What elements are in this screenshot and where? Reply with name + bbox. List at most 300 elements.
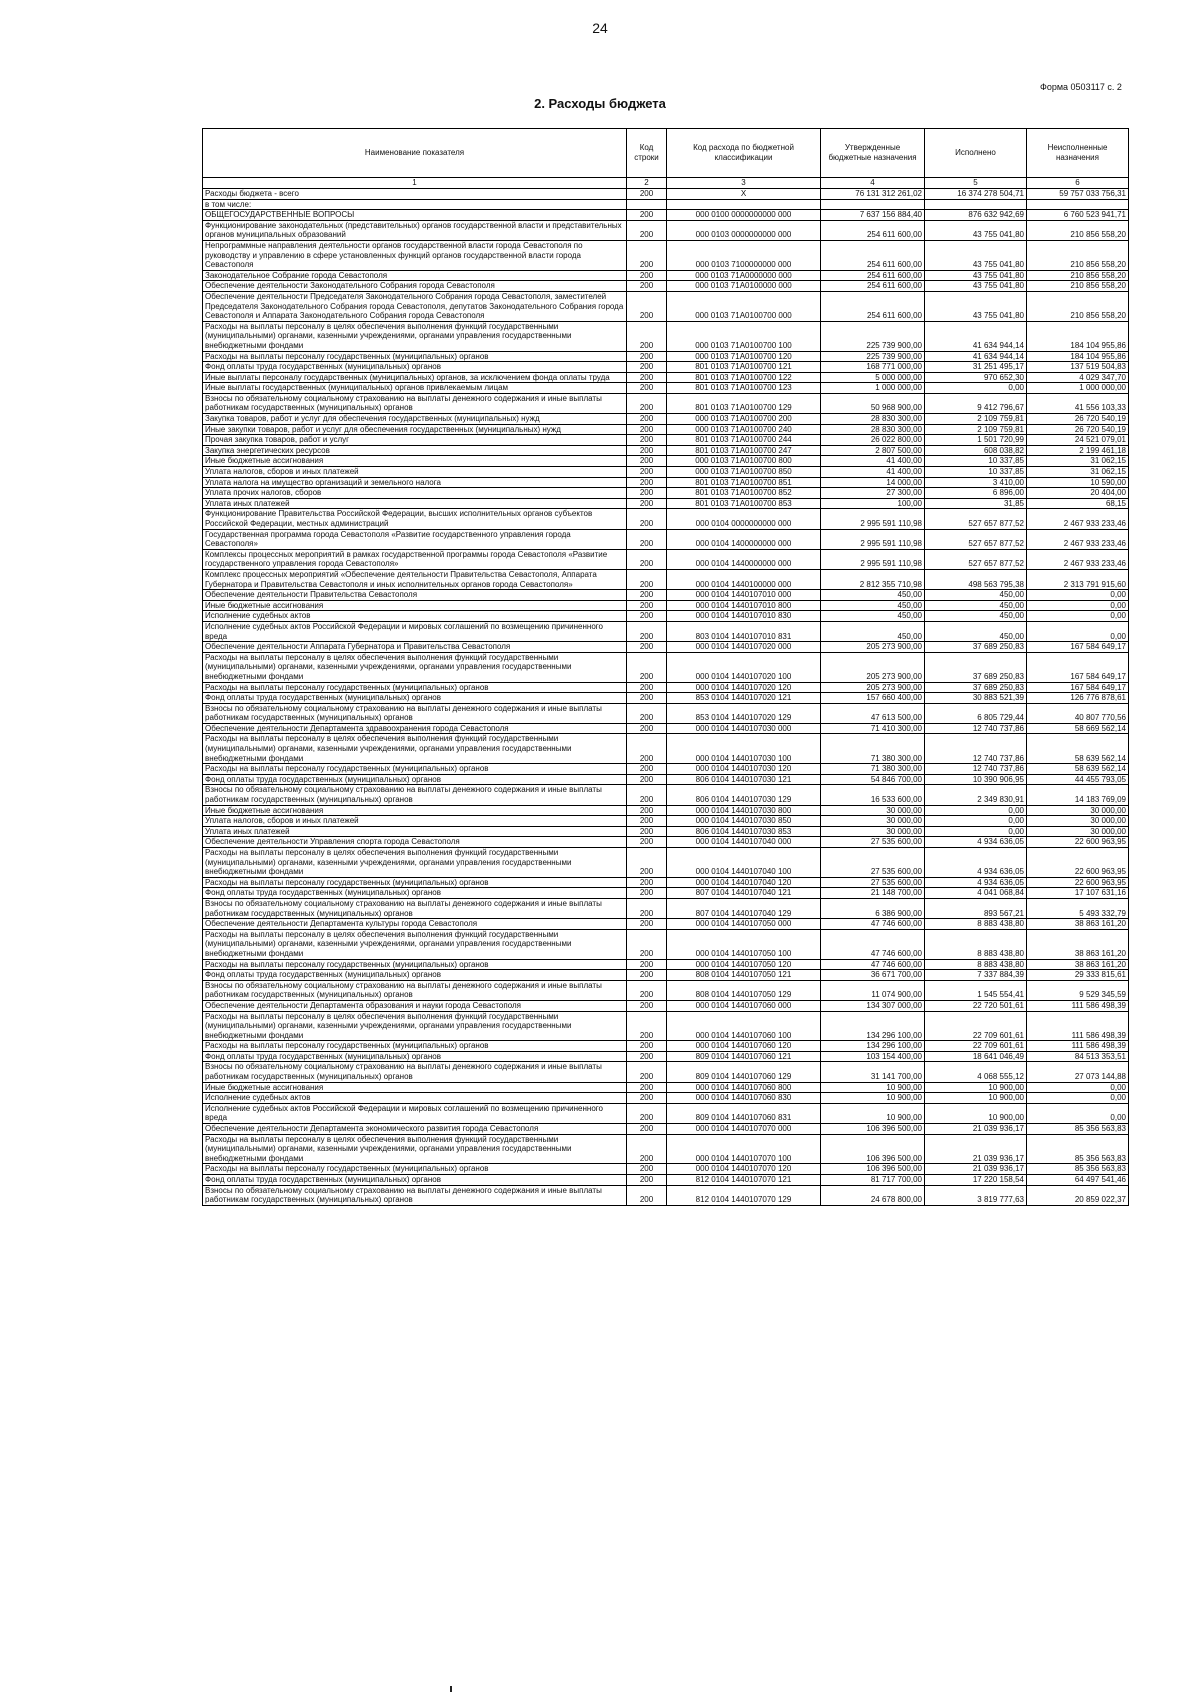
cell-line-code: 200 bbox=[627, 877, 667, 888]
cell-line-code: 200 bbox=[627, 456, 667, 467]
cell-name: Расходы бюджета - всего bbox=[203, 189, 627, 200]
table-row bbox=[203, 600, 1129, 611]
cell-line-code: 200 bbox=[627, 919, 667, 930]
cell-executed: 22 709 601,61 bbox=[925, 1011, 1027, 1041]
cell-budget-code: 803 0104 1440107010 831 bbox=[667, 621, 821, 641]
cell-unexecuted: 0,00 bbox=[1027, 600, 1129, 611]
cell-name: Обеспечение деятельности Председателя Законодательного Собрания города Севастополя, заместителей Председателя Законодательного Собрания города Севастополя, депутатов Законодательного Собрания города Севастополя и Аппарата Законодательного Собрания города Севастополя bbox=[203, 291, 627, 321]
table-row bbox=[203, 723, 1129, 734]
table-row bbox=[203, 734, 1129, 764]
table-row bbox=[203, 456, 1129, 467]
cell-approved: 157 660 400,00 bbox=[821, 693, 925, 704]
cell-executed: 970 652,30 bbox=[925, 372, 1027, 383]
table-row bbox=[203, 1175, 1129, 1186]
table-row bbox=[203, 898, 1129, 918]
table-row bbox=[203, 1011, 1129, 1041]
header-code: Код строки bbox=[627, 129, 667, 178]
cell-unexecuted: 0,00 bbox=[1027, 590, 1129, 601]
cell-line-code: 200 bbox=[627, 351, 667, 362]
cell-budget-code: 801 0103 71А0100700 851 bbox=[667, 477, 821, 488]
cell-executed: 4 068 555,12 bbox=[925, 1062, 1027, 1082]
cell-line-code: 200 bbox=[627, 1134, 667, 1164]
column-number: 4 bbox=[821, 178, 925, 189]
cell-budget-code: 000 0104 1440107060 000 bbox=[667, 1000, 821, 1011]
cell-approved: 205 273 900,00 bbox=[821, 642, 925, 653]
cell-line-code: 200 bbox=[627, 848, 667, 878]
cell-unexecuted: 30 000,00 bbox=[1027, 805, 1129, 816]
cell-executed: 12 740 737,86 bbox=[925, 734, 1027, 764]
table-row bbox=[203, 816, 1129, 827]
cell-unexecuted: 126 776 878,61 bbox=[1027, 693, 1129, 704]
cell-approved: 47 746 600,00 bbox=[821, 929, 925, 959]
cell-name: Обеспечение деятельности Аппарата Губернатора и Правительства Севастополя bbox=[203, 642, 627, 653]
cell-budget-code: 000 0104 1440107030 100 bbox=[667, 734, 821, 764]
cell-budget-code: 812 0104 1440107070 121 bbox=[667, 1175, 821, 1186]
cell-line-code: 200 bbox=[627, 383, 667, 394]
cell-executed: 498 563 795,38 bbox=[925, 569, 1027, 589]
cell-budget-code: 801 0103 71А0100700 247 bbox=[667, 445, 821, 456]
cell-approved: 47 746 600,00 bbox=[821, 959, 925, 970]
table-row bbox=[203, 621, 1129, 641]
table-row bbox=[203, 281, 1129, 292]
cell-line-code: 200 bbox=[627, 270, 667, 281]
cell-line-code: 200 bbox=[627, 600, 667, 611]
cell-name: Иные выплаты государственных (муниципальных) органов привлекаемым лицам bbox=[203, 383, 627, 394]
cell-approved: 225 739 900,00 bbox=[821, 351, 925, 362]
table-row bbox=[203, 445, 1129, 456]
cell-unexecuted: 44 455 793,05 bbox=[1027, 774, 1129, 785]
table-row bbox=[203, 189, 1129, 200]
cell-approved: 16 533 600,00 bbox=[821, 785, 925, 805]
cell-executed: 12 740 737,86 bbox=[925, 764, 1027, 775]
cell-line-code: 200 bbox=[627, 837, 667, 848]
cell-approved: 450,00 bbox=[821, 590, 925, 601]
cell-unexecuted: 58 669 562,14 bbox=[1027, 723, 1129, 734]
cell-name: Исполнение судебных актов bbox=[203, 611, 627, 622]
cell-approved: 254 611 600,00 bbox=[821, 281, 925, 292]
table-row bbox=[203, 321, 1129, 351]
cell-approved: 205 273 900,00 bbox=[821, 682, 925, 693]
cell-name: Фонд оплаты труда государственных (муниципальных) органов bbox=[203, 1051, 627, 1062]
column-number: 2 bbox=[627, 178, 667, 189]
cell-name: Взносы по обязательному социальному страхованию на выплаты денежного содержания и иные выплаты работникам государственных (муниципальных) органов bbox=[203, 1185, 627, 1205]
cell-approved: 21 148 700,00 bbox=[821, 888, 925, 899]
header-unexecuted: Неисполненные назначения bbox=[1027, 129, 1129, 178]
table-row bbox=[203, 1103, 1129, 1123]
cell-executed: 41 634 944,14 bbox=[925, 351, 1027, 362]
table-row bbox=[203, 1093, 1129, 1104]
cell-line-code: 200 bbox=[627, 1011, 667, 1041]
cell-name: Иные бюджетные ассигнования bbox=[203, 600, 627, 611]
cell-budget-code: 000 0104 1440107060 800 bbox=[667, 1082, 821, 1093]
cell-unexecuted: 0,00 bbox=[1027, 611, 1129, 622]
cell-unexecuted: 20 404,00 bbox=[1027, 488, 1129, 499]
cell-line-code: 200 bbox=[627, 529, 667, 549]
table-row bbox=[203, 611, 1129, 622]
cell-executed: 43 755 041,80 bbox=[925, 281, 1027, 292]
cell-unexecuted: 24 521 079,01 bbox=[1027, 435, 1129, 446]
cell-budget-code: 000 0103 71А0000000 000 bbox=[667, 270, 821, 281]
cell-unexecuted: 38 863 161,20 bbox=[1027, 959, 1129, 970]
scan-mark bbox=[450, 1686, 452, 1692]
table-row bbox=[203, 774, 1129, 785]
cell-approved: 100,00 bbox=[821, 498, 925, 509]
cell-unexecuted: 184 104 955,86 bbox=[1027, 321, 1129, 351]
cell-unexecuted: 30 000,00 bbox=[1027, 816, 1129, 827]
cell-executed: 9 412 796,67 bbox=[925, 393, 1027, 413]
cell-line-code: 200 bbox=[627, 569, 667, 589]
cell-executed: 4 934 636,05 bbox=[925, 877, 1027, 888]
table-row bbox=[203, 764, 1129, 775]
cell-approved: 28 830 300,00 bbox=[821, 424, 925, 435]
cell-name: Уплата налогов, сборов и иных платежей bbox=[203, 816, 627, 827]
table-row bbox=[203, 529, 1129, 549]
cell-line-code: 200 bbox=[627, 321, 667, 351]
cell-name: Обеспечение деятельности Департамента образования и науки города Севастополя bbox=[203, 1000, 627, 1011]
table-row bbox=[203, 877, 1129, 888]
cell-budget-code: 806 0104 1440107030 121 bbox=[667, 774, 821, 785]
cell-executed: 6 896,00 bbox=[925, 488, 1027, 499]
cell-line-code: 200 bbox=[627, 682, 667, 693]
cell-executed: 37 689 250,83 bbox=[925, 652, 1027, 682]
cell-executed: 4 934 636,05 bbox=[925, 848, 1027, 878]
cell-unexecuted: 22 600 963,95 bbox=[1027, 877, 1129, 888]
cell-unexecuted: 85 356 563,83 bbox=[1027, 1124, 1129, 1135]
cell-unexecuted: 38 863 161,20 bbox=[1027, 919, 1129, 930]
cell-executed: 18 641 046,49 bbox=[925, 1051, 1027, 1062]
cell-executed: 41 634 944,14 bbox=[925, 321, 1027, 351]
cell-budget-code: 801 0103 71А0100700 853 bbox=[667, 498, 821, 509]
cell-line-code: 200 bbox=[627, 723, 667, 734]
cell-executed: 450,00 bbox=[925, 611, 1027, 622]
cell-budget-code: 000 0103 71А0100700 850 bbox=[667, 467, 821, 478]
cell-unexecuted: 167 584 649,17 bbox=[1027, 652, 1129, 682]
cell-approved: 27 535 600,00 bbox=[821, 877, 925, 888]
cell-budget-code: 000 0104 1440107050 000 bbox=[667, 919, 821, 930]
cell-budget-code: 000 0104 1440107050 120 bbox=[667, 959, 821, 970]
cell-line-code: 200 bbox=[627, 372, 667, 383]
cell-budget-code: 801 0103 71А0100700 121 bbox=[667, 362, 821, 373]
cell-name: Расходы на выплаты персоналу в целях обеспечения выполнения функций государственными (муниципальными) органами, казенными учреждениями, органами управления государственными внебюджетными фондами bbox=[203, 1134, 627, 1164]
cell-line-code: 200 bbox=[627, 220, 667, 240]
column-number: 6 bbox=[1027, 178, 1129, 189]
cell-unexecuted: 26 720 540,19 bbox=[1027, 424, 1129, 435]
cell-budget-code: 000 0104 1440107060 120 bbox=[667, 1041, 821, 1052]
table-row bbox=[203, 1185, 1129, 1205]
cell-approved: 168 771 000,00 bbox=[821, 362, 925, 373]
cell-line-code: 200 bbox=[627, 393, 667, 413]
cell-executed: 450,00 bbox=[925, 590, 1027, 601]
cell-approved: 7 637 156 884,40 bbox=[821, 210, 925, 221]
cell-executed: 17 220 158,54 bbox=[925, 1175, 1027, 1186]
cell-budget-code: 000 0103 7100000000 000 bbox=[667, 240, 821, 270]
cell-executed: 12 740 737,86 bbox=[925, 723, 1027, 734]
table-row bbox=[203, 959, 1129, 970]
table-row bbox=[203, 488, 1129, 499]
cell-approved: 205 273 900,00 bbox=[821, 652, 925, 682]
header-approved: Утвержденные бюджетные назначения bbox=[821, 129, 925, 178]
cell-budget-code: 809 0104 1440107060 831 bbox=[667, 1103, 821, 1123]
cell-budget-code: 000 0104 1440107010 000 bbox=[667, 590, 821, 601]
cell-approved: 254 611 600,00 bbox=[821, 291, 925, 321]
table-row bbox=[203, 1062, 1129, 1082]
cell-name: ОБЩЕГОСУДАРСТВЕННЫЕ ВОПРОСЫ bbox=[203, 210, 627, 221]
cell-budget-code: 000 0104 1440107050 100 bbox=[667, 929, 821, 959]
cell-budget-code: 801 0103 71А0100700 244 bbox=[667, 435, 821, 446]
table-row bbox=[203, 291, 1129, 321]
cell-budget-code: 807 0104 1440107040 129 bbox=[667, 898, 821, 918]
cell-approved: 11 074 900,00 bbox=[821, 980, 925, 1000]
cell-name: Уплата налога на имущество организаций и земельного налога bbox=[203, 477, 627, 488]
cell-budget-code: 853 0104 1440107020 129 bbox=[667, 703, 821, 723]
cell-unexecuted: 17 107 631,16 bbox=[1027, 888, 1129, 899]
cell-approved: 36 671 700,00 bbox=[821, 970, 925, 981]
cell-executed: 893 567,21 bbox=[925, 898, 1027, 918]
cell-executed: 10 337,85 bbox=[925, 467, 1027, 478]
cell-executed: 450,00 bbox=[925, 600, 1027, 611]
cell-approved: 10 900,00 bbox=[821, 1103, 925, 1123]
cell-name: Иные закупки товаров, работ и услуг для обеспечения государственных (муниципальных) нужд bbox=[203, 424, 627, 435]
cell-budget-code: 000 0104 1440107040 100 bbox=[667, 848, 821, 878]
cell-name: в том числе: bbox=[203, 199, 627, 210]
cell-unexecuted: 38 863 161,20 bbox=[1027, 929, 1129, 959]
table-row bbox=[203, 509, 1129, 529]
cell-budget-code: 801 0103 71А0100700 852 bbox=[667, 488, 821, 499]
cell-budget-code: 812 0104 1440107070 129 bbox=[667, 1185, 821, 1205]
table-row bbox=[203, 435, 1129, 446]
cell-unexecuted: 111 586 498,39 bbox=[1027, 1000, 1129, 1011]
cell-unexecuted: 26 720 540,19 bbox=[1027, 414, 1129, 425]
cell-approved: 450,00 bbox=[821, 600, 925, 611]
cell-name: Функционирование законодательных (представительных) органов государственной власти и представительных органов муниципальных образований bbox=[203, 220, 627, 240]
cell-name: Расходы на выплаты персоналу в целях обеспечения выполнения функций государственными (муниципальными) органами, казенными учреждениями, органами управления государственными внебюджетными фондами bbox=[203, 321, 627, 351]
cell-unexecuted: 2 313 791 915,60 bbox=[1027, 569, 1129, 589]
cell-executed: 4 934 636,05 bbox=[925, 837, 1027, 848]
cell-name: Фонд оплаты труда государственных (муниципальных) органов bbox=[203, 693, 627, 704]
cell-unexecuted: 31 062,15 bbox=[1027, 467, 1129, 478]
cell-name: Расходы на выплаты персоналу государственных (муниципальных) органов bbox=[203, 764, 627, 775]
cell-unexecuted: 111 586 498,39 bbox=[1027, 1041, 1129, 1052]
cell-name: Фонд оплаты труда государственных (муниципальных) органов bbox=[203, 774, 627, 785]
cell-line-code: 200 bbox=[627, 424, 667, 435]
cell-approved: 24 678 800,00 bbox=[821, 1185, 925, 1205]
cell-budget-code: 000 0104 1440107020 000 bbox=[667, 642, 821, 653]
cell-name: Исполнение судебных актов bbox=[203, 1093, 627, 1104]
table-row bbox=[203, 210, 1129, 221]
table-row bbox=[203, 199, 1129, 210]
cell-budget-code: 000 0103 71А0100700 800 bbox=[667, 456, 821, 467]
table-row bbox=[203, 805, 1129, 816]
cell-executed: 10 900,00 bbox=[925, 1093, 1027, 1104]
cell-executed: 3 819 777,63 bbox=[925, 1185, 1027, 1205]
cell-executed: 43 755 041,80 bbox=[925, 270, 1027, 281]
cell-unexecuted: 85 356 563,83 bbox=[1027, 1164, 1129, 1175]
cell-line-code: 200 bbox=[627, 826, 667, 837]
cell-budget-code: 000 0103 71А0100700 240 bbox=[667, 424, 821, 435]
cell-unexecuted: 0,00 bbox=[1027, 1082, 1129, 1093]
table-row bbox=[203, 1000, 1129, 1011]
cell-line-code: 200 bbox=[627, 816, 667, 827]
cell-line-code: 200 bbox=[627, 1175, 667, 1186]
cell-executed: 8 883 438,80 bbox=[925, 959, 1027, 970]
cell-unexecuted: 40 807 770,56 bbox=[1027, 703, 1129, 723]
cell-unexecuted: 9 529 345,59 bbox=[1027, 980, 1129, 1000]
column-number: 5 bbox=[925, 178, 1027, 189]
cell-line-code: 200 bbox=[627, 621, 667, 641]
cell-unexecuted: 2 199 461,18 bbox=[1027, 445, 1129, 456]
expenses-table bbox=[202, 128, 1129, 1206]
cell-name: Исполнение судебных актов Российской Федерации и мировых соглашений по возмещению причиненного вреда bbox=[203, 1103, 627, 1123]
cell-executed: 22 709 601,61 bbox=[925, 1041, 1027, 1052]
cell-approved: 2 995 591 110,98 bbox=[821, 529, 925, 549]
cell-approved: 31 141 700,00 bbox=[821, 1062, 925, 1082]
table-row bbox=[203, 642, 1129, 653]
table-row bbox=[203, 372, 1129, 383]
cell-line-code: 200 bbox=[627, 693, 667, 704]
cell-unexecuted: 41 556 103,33 bbox=[1027, 393, 1129, 413]
cell-budget-code: 000 0104 1440107010 800 bbox=[667, 600, 821, 611]
cell-approved: 30 000,00 bbox=[821, 805, 925, 816]
cell-line-code: 200 bbox=[627, 509, 667, 529]
cell-budget-code: 806 0104 1440107030 129 bbox=[667, 785, 821, 805]
cell-line-code: 200 bbox=[627, 1041, 667, 1052]
cell-unexecuted: 29 333 815,61 bbox=[1027, 970, 1129, 981]
cell-name: Комплекс процессных мероприятий «Обеспечение деятельности Правительства Севастополя, Аппарата Губернатора и Правительства Севастополя и иных исполнительных органов города Севастополя» bbox=[203, 569, 627, 589]
cell-line-code: 200 bbox=[627, 898, 667, 918]
cell-budget-code: 809 0104 1440107060 121 bbox=[667, 1051, 821, 1062]
cell-line-code: 200 bbox=[627, 970, 667, 981]
table-row bbox=[203, 1124, 1129, 1135]
cell-budget-code: 000 0104 1440100000 000 bbox=[667, 569, 821, 589]
cell-unexecuted: 0,00 bbox=[1027, 621, 1129, 641]
cell-line-code: 200 bbox=[627, 734, 667, 764]
cell-unexecuted: 20 859 022,37 bbox=[1027, 1185, 1129, 1205]
cell-name: Расходы на выплаты персоналу государственных (муниципальных) органов bbox=[203, 959, 627, 970]
cell-unexecuted: 167 584 649,17 bbox=[1027, 682, 1129, 693]
cell-name: Иные бюджетные ассигнования bbox=[203, 805, 627, 816]
cell-approved: 2 812 355 710,98 bbox=[821, 569, 925, 589]
cell-approved: 254 611 600,00 bbox=[821, 220, 925, 240]
cell-name: Расходы на выплаты персоналу государственных (муниципальных) органов bbox=[203, 682, 627, 693]
cell-executed: 37 689 250,83 bbox=[925, 682, 1027, 693]
table-row bbox=[203, 477, 1129, 488]
cell-budget-code: 000 0104 1440107030 120 bbox=[667, 764, 821, 775]
cell-unexecuted: 30 000,00 bbox=[1027, 826, 1129, 837]
cell-line-code: 200 bbox=[627, 929, 667, 959]
table-row bbox=[203, 424, 1129, 435]
cell-executed: 450,00 bbox=[925, 621, 1027, 641]
cell-line-code: 200 bbox=[627, 959, 667, 970]
cell-approved bbox=[821, 199, 925, 210]
cell-unexecuted: 6 760 523 941,71 bbox=[1027, 210, 1129, 221]
cell-line-code: 200 bbox=[627, 210, 667, 221]
table-row bbox=[203, 848, 1129, 878]
cell-executed: 43 755 041,80 bbox=[925, 220, 1027, 240]
cell-line-code: 200 bbox=[627, 1082, 667, 1093]
cell-name: Фонд оплаты труда государственных (муниципальных) органов bbox=[203, 888, 627, 899]
cell-executed: 0,00 bbox=[925, 816, 1027, 827]
cell-name: Непрограммные направления деятельности органов государственной власти города Севастополя по руководству и управлению в сфере установленных функций органов государственной власти города Севастополя bbox=[203, 240, 627, 270]
cell-line-code: 200 bbox=[627, 1164, 667, 1175]
cell-name: Взносы по обязательному социальному страхованию на выплаты денежного содержания и иные выплаты работникам государственных (муниципальных) органов bbox=[203, 393, 627, 413]
cell-budget-code: 806 0104 1440107030 853 bbox=[667, 826, 821, 837]
cell-executed: 21 039 936,17 bbox=[925, 1134, 1027, 1164]
cell-approved: 134 307 000,00 bbox=[821, 1000, 925, 1011]
cell-approved: 10 900,00 bbox=[821, 1093, 925, 1104]
cell-executed: 1 501 720,99 bbox=[925, 435, 1027, 446]
cell-budget-code: 000 0104 1440107060 100 bbox=[667, 1011, 821, 1041]
cell-name: Иные выплаты персоналу государственных (муниципальных) органов, за исключением фонда оплаты труда bbox=[203, 372, 627, 383]
header-executed: Исполнено bbox=[925, 129, 1027, 178]
document-title: 2. Расходы бюджета bbox=[534, 96, 666, 111]
cell-unexecuted: 84 513 353,51 bbox=[1027, 1051, 1129, 1062]
table-row bbox=[203, 414, 1129, 425]
table-row bbox=[203, 569, 1129, 589]
cell-name: Обеспечение деятельности Правительства Севастополя bbox=[203, 590, 627, 601]
cell-line-code: 200 bbox=[627, 189, 667, 200]
cell-executed: 10 900,00 bbox=[925, 1103, 1027, 1123]
cell-approved: 41 400,00 bbox=[821, 467, 925, 478]
cell-line-code: 200 bbox=[627, 764, 667, 775]
column-number: 3 bbox=[667, 178, 821, 189]
cell-name: Обеспечение деятельности Департамента культуры города Севастополя bbox=[203, 919, 627, 930]
cell-approved: 2 995 591 110,98 bbox=[821, 549, 925, 569]
cell-budget-code: 000 0100 0000000000 000 bbox=[667, 210, 821, 221]
cell-unexecuted: 210 856 558,20 bbox=[1027, 240, 1129, 270]
cell-budget-code: X bbox=[667, 189, 821, 200]
cell-line-code: 200 bbox=[627, 1185, 667, 1205]
cell-line-code: 200 bbox=[627, 445, 667, 456]
table-row bbox=[203, 837, 1129, 848]
table-row bbox=[203, 467, 1129, 478]
cell-name: Функционирование Правительства Российской Федерации, высших исполнительных органов субъектов Российской Федерации, местных администраций bbox=[203, 509, 627, 529]
cell-approved: 47 746 600,00 bbox=[821, 919, 925, 930]
cell-unexecuted: 4 029 347,70 bbox=[1027, 372, 1129, 383]
cell-line-code: 200 bbox=[627, 703, 667, 723]
cell-unexecuted: 210 856 558,20 bbox=[1027, 270, 1129, 281]
cell-name: Фонд оплаты труда государственных (муниципальных) органов bbox=[203, 970, 627, 981]
cell-approved: 2 995 591 110,98 bbox=[821, 509, 925, 529]
cell-executed: 876 632 942,69 bbox=[925, 210, 1027, 221]
cell-line-code: 200 bbox=[627, 1000, 667, 1011]
cell-budget-code: 801 0103 71А0100700 123 bbox=[667, 383, 821, 394]
cell-line-code bbox=[627, 199, 667, 210]
cell-executed: 10 900,00 bbox=[925, 1082, 1027, 1093]
cell-budget-code: 000 0103 0000000000 000 bbox=[667, 220, 821, 240]
cell-unexecuted: 1 000 000,00 bbox=[1027, 383, 1129, 394]
cell-unexecuted: 210 856 558,20 bbox=[1027, 281, 1129, 292]
cell-budget-code: 000 0104 1440107030 850 bbox=[667, 816, 821, 827]
cell-name: Прочая закупка товаров, работ и услуг bbox=[203, 435, 627, 446]
cell-name: Обеспечение деятельности Департамента здравоохранения города Севастополя bbox=[203, 723, 627, 734]
cell-budget-code: 000 0104 1440107070 000 bbox=[667, 1124, 821, 1135]
column-number: 1 bbox=[203, 178, 627, 189]
cell-line-code: 200 bbox=[627, 291, 667, 321]
cell-unexecuted: 5 493 332,79 bbox=[1027, 898, 1129, 918]
cell-approved: 71 410 300,00 bbox=[821, 723, 925, 734]
table-row bbox=[203, 351, 1129, 362]
cell-executed: 10 337,85 bbox=[925, 456, 1027, 467]
cell-unexecuted: 85 356 563,83 bbox=[1027, 1134, 1129, 1164]
cell-line-code: 200 bbox=[627, 488, 667, 499]
cell-name: Взносы по обязательному социальному страхованию на выплаты денежного содержания и иные выплаты работникам государственных (муниципальных) органов bbox=[203, 703, 627, 723]
cell-line-code: 200 bbox=[627, 477, 667, 488]
cell-unexecuted: 58 639 562,14 bbox=[1027, 764, 1129, 775]
cell-executed: 30 883 521,39 bbox=[925, 693, 1027, 704]
cell-unexecuted: 58 639 562,14 bbox=[1027, 734, 1129, 764]
cell-name: Государственная программа города Севастополя «Развитие государственного управления города Севастополя» bbox=[203, 529, 627, 549]
cell-budget-code: 000 0104 1440107070 120 bbox=[667, 1164, 821, 1175]
